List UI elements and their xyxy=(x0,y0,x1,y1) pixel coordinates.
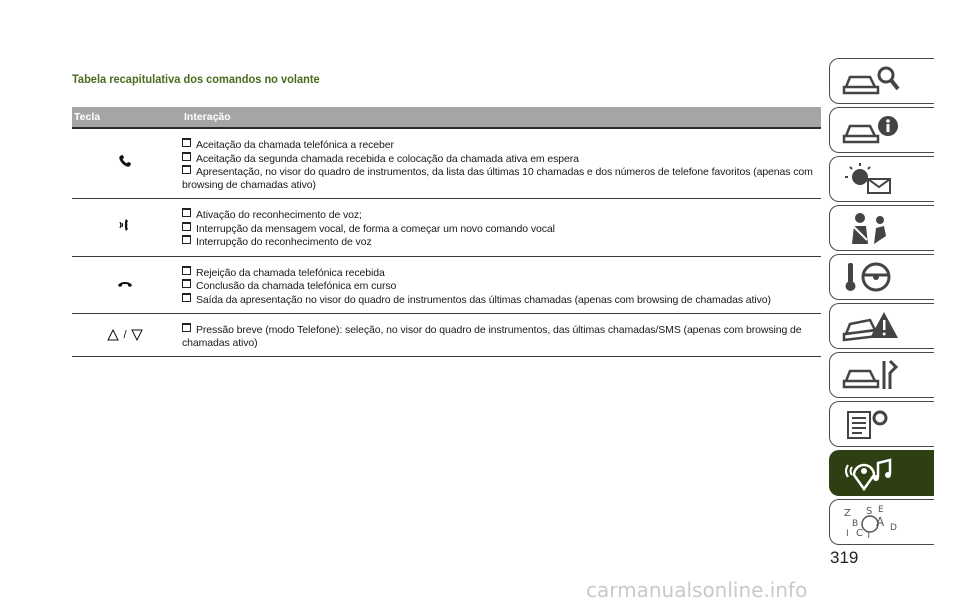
bullet-icon xyxy=(182,152,191,161)
list-item: Conclusão da chamada telefónica em curso xyxy=(182,279,821,293)
list-item: Interrupção do reconhecimento de voz xyxy=(182,235,821,249)
table-row xyxy=(72,199,821,257)
tab-starting[interactable] xyxy=(829,254,934,300)
list-item: Aceitação da chamada telefónica a receber xyxy=(182,138,821,152)
interaction-cell xyxy=(178,257,821,314)
bullet-icon xyxy=(182,323,191,332)
hang-up-icon xyxy=(117,276,133,294)
list-item: Interrupção da mensagem vocal, de forma a começar um novo comando vocal xyxy=(182,222,821,236)
bullet-icon xyxy=(182,208,191,217)
page-number: 319 xyxy=(830,548,859,567)
svg-text:S: S xyxy=(866,506,873,517)
list-item: Saída da apresentação no visor do quadro de instrumentos das últimas chamadas (apenas com browsing de chamadas ativo) xyxy=(182,293,821,307)
header-key: Tecla xyxy=(74,111,101,123)
bullet-icon xyxy=(182,293,191,302)
down-arrow-icon xyxy=(131,329,143,341)
car-search-icon xyxy=(842,63,902,99)
interaction-cell xyxy=(178,129,821,198)
tab-multimedia[interactable] xyxy=(829,450,934,496)
bullet-icon xyxy=(182,138,191,147)
interaction-cell xyxy=(178,314,821,356)
bullet-icon xyxy=(182,279,191,288)
bullet-icon xyxy=(182,222,191,231)
svg-text:C: C xyxy=(856,528,863,539)
warning-lights-mail-icon xyxy=(842,161,902,197)
key-cell xyxy=(72,257,178,314)
list-item: Apresentação, no visor do quadro de instrumentos, da lista das últimas 10 chamadas e dos números de telefone favoritos (apenas com browsing de chamadas ativo) xyxy=(182,166,813,191)
alphabetical-index-icon xyxy=(842,504,902,540)
up-arrow-icon xyxy=(107,329,119,341)
table-row xyxy=(72,314,821,357)
header-interaction: Interação xyxy=(184,111,231,123)
tab-car-info[interactable] xyxy=(829,107,934,153)
key-steering-wheel-icon xyxy=(842,259,902,295)
table-row xyxy=(72,257,821,315)
bullet-icon xyxy=(182,235,191,244)
tab-index[interactable] xyxy=(829,499,934,545)
svg-text:E: E xyxy=(878,505,884,515)
list-item: Pressão breve (modo Telefone): seleção, no visor do quadro de instrumentos, das últimas chamadas/SMS (apenas com browsing de chamadas ativo) xyxy=(182,324,802,349)
phone-icon xyxy=(118,154,132,173)
tab-safety[interactable] xyxy=(829,205,934,251)
key-separator: / xyxy=(123,329,127,341)
interaction-cell xyxy=(178,199,821,256)
tab-emergency[interactable] xyxy=(829,303,934,349)
voice-command-icon xyxy=(117,217,133,238)
page-title: Tabela recapitulativa dos comandos no volante xyxy=(72,72,320,86)
table-header xyxy=(72,107,821,127)
key-cell xyxy=(72,199,178,256)
car-info-icon xyxy=(842,112,902,148)
key-cell xyxy=(72,129,178,198)
seatbelt-airbag-icon xyxy=(842,210,902,246)
watermark: carmanualsonline.info xyxy=(586,578,808,602)
commands-table xyxy=(72,107,821,357)
car-tools-icon xyxy=(842,357,902,393)
specs-gear-icon xyxy=(842,406,902,442)
svg-text:Z: Z xyxy=(844,508,851,519)
tab-car-search[interactable] xyxy=(829,58,934,104)
tab-warning-lights[interactable] xyxy=(829,156,934,202)
svg-text:B: B xyxy=(852,519,859,529)
multimedia-music-icon xyxy=(842,455,902,491)
car-crash-warning-icon xyxy=(842,308,902,344)
svg-text:T: T xyxy=(866,531,872,540)
svg-text:A: A xyxy=(876,515,885,529)
table-row xyxy=(72,129,821,199)
list-item: Rejeição da chamada telefónica recebida xyxy=(182,266,821,280)
tab-technical-data[interactable] xyxy=(829,401,934,447)
bullet-icon xyxy=(182,266,191,275)
bullet-icon xyxy=(182,165,191,174)
svg-text:I: I xyxy=(846,529,849,539)
up-down-arrows-icon xyxy=(107,329,142,341)
tab-maintenance[interactable] xyxy=(829,352,934,398)
list-item: Ativação do reconhecimento de voz; xyxy=(182,208,821,222)
svg-text:D: D xyxy=(890,523,897,533)
list-item: Aceitação da segunda chamada recebida e colocação da chamada ativa em espera xyxy=(182,152,821,166)
key-cell xyxy=(72,314,178,356)
